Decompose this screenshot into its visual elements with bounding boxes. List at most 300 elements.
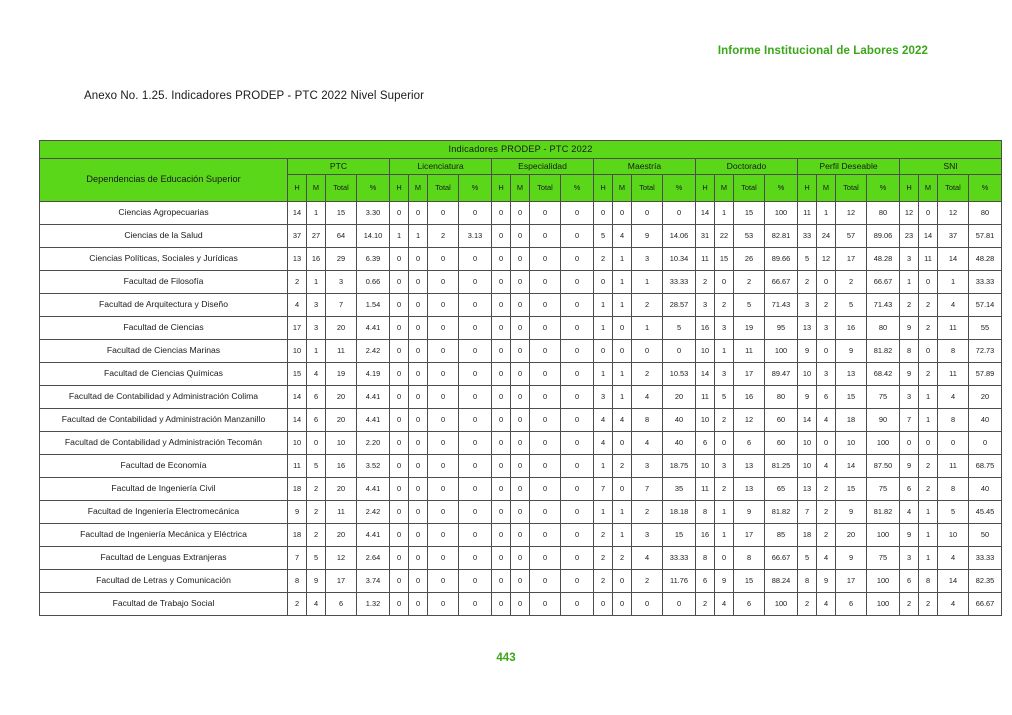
cell-value: 4 xyxy=(715,593,734,616)
cell-value: 0 xyxy=(390,409,409,432)
cell-value: 0 xyxy=(663,202,696,225)
cell-value: 0 xyxy=(492,455,511,478)
cell-value: 0 xyxy=(632,593,663,616)
cell-value: 0 xyxy=(561,363,594,386)
cell-value: 0 xyxy=(511,340,530,363)
cell-value: 88.24 xyxy=(765,570,798,593)
table-row xyxy=(40,432,1002,455)
cell-value: 0 xyxy=(511,455,530,478)
cell-value: 0 xyxy=(530,386,561,409)
cell-value: 2.20 xyxy=(357,432,390,455)
cell-value: 100 xyxy=(867,570,900,593)
cell-dependencia: Facultad de Letras y Comunicación xyxy=(40,570,288,593)
cell-value: 0 xyxy=(530,271,561,294)
cell-value: 15 xyxy=(836,386,867,409)
cell-value: 82.81 xyxy=(765,225,798,248)
table-banner-row xyxy=(40,141,1002,159)
cell-value: 1 xyxy=(613,501,632,524)
cell-value: 2 xyxy=(632,294,663,317)
cell-value: 0 xyxy=(561,455,594,478)
cell-value: 0 xyxy=(390,478,409,501)
indicators-table-container xyxy=(39,140,995,616)
cell-value: 8 xyxy=(734,547,765,570)
subheader-especialidad-h: H xyxy=(492,175,511,202)
cell-value: 4 xyxy=(632,432,663,455)
cell-value: 100 xyxy=(867,432,900,455)
cell-value: 37 xyxy=(288,225,307,248)
cell-value: 80 xyxy=(969,202,1002,225)
cell-value: 0 xyxy=(613,317,632,340)
cell-value: 0 xyxy=(390,570,409,593)
subheader-perfil-pct: % xyxy=(867,175,900,202)
cell-value: 2 xyxy=(288,593,307,616)
cell-value: 0 xyxy=(492,340,511,363)
cell-value: 4 xyxy=(938,386,969,409)
cell-dependencia: Facultad de Ingeniería Mecánica y Eléctrica xyxy=(40,524,288,547)
cell-dependencia: Facultad de Ciencias xyxy=(40,317,288,340)
subheader-especialidad-pct: % xyxy=(561,175,594,202)
cell-value: 3 xyxy=(715,363,734,386)
cell-value: 3 xyxy=(326,271,357,294)
cell-value: 0 xyxy=(511,501,530,524)
cell-value: 0 xyxy=(561,225,594,248)
cell-value: 1 xyxy=(594,294,613,317)
cell-value: 45.45 xyxy=(969,501,1002,524)
cell-value: 2 xyxy=(900,294,919,317)
cell-value: 4.41 xyxy=(357,478,390,501)
cell-value: 40 xyxy=(663,432,696,455)
cell-value: 0 xyxy=(919,432,938,455)
table-row xyxy=(40,501,1002,524)
cell-value: 2 xyxy=(594,547,613,570)
cell-value: 3 xyxy=(817,363,836,386)
cell-value: 4 xyxy=(613,409,632,432)
cell-value: 0 xyxy=(530,409,561,432)
cell-value: 0 xyxy=(390,317,409,340)
cell-value: 11 xyxy=(288,455,307,478)
cell-value: 18 xyxy=(798,524,817,547)
cell-value: 0 xyxy=(492,317,511,340)
cell-value: 1 xyxy=(594,363,613,386)
cell-value: 1 xyxy=(919,524,938,547)
cell-value: 1 xyxy=(594,501,613,524)
cell-value: 0 xyxy=(511,386,530,409)
cell-value: 5 xyxy=(307,547,326,570)
cell-value: 2 xyxy=(715,294,734,317)
cell-value: 3 xyxy=(632,248,663,271)
cell-value: 2 xyxy=(613,547,632,570)
cell-value: 0 xyxy=(409,363,428,386)
cell-value: 10 xyxy=(938,524,969,547)
cell-value: 17 xyxy=(836,248,867,271)
cell-value: 4 xyxy=(307,363,326,386)
group-header-licenciatura: Licenciatura xyxy=(390,159,492,175)
cell-value: 28.57 xyxy=(663,294,696,317)
cell-value: 0 xyxy=(492,363,511,386)
cell-value: 48.28 xyxy=(969,248,1002,271)
cell-value: 12 xyxy=(734,409,765,432)
cell-dependencia: Facultad de Contabilidad y Administración Colima xyxy=(40,386,288,409)
cell-value: 0 xyxy=(530,432,561,455)
cell-value: 16 xyxy=(307,248,326,271)
cell-value: 5 xyxy=(594,225,613,248)
cell-value: 0 xyxy=(390,248,409,271)
cell-value: 0 xyxy=(511,363,530,386)
cell-value: 8 xyxy=(919,570,938,593)
cell-value: 75 xyxy=(867,547,900,570)
cell-value: 1 xyxy=(594,317,613,340)
cell-value: 12 xyxy=(900,202,919,225)
cell-value: 4.41 xyxy=(357,409,390,432)
cell-value: 5 xyxy=(734,294,765,317)
cell-value: 10 xyxy=(836,432,867,455)
cell-value: 15 xyxy=(288,363,307,386)
group-header-ptc: PTC xyxy=(288,159,390,175)
cell-value: 2 xyxy=(594,248,613,271)
cell-value: 0 xyxy=(409,593,428,616)
cell-value: 0 xyxy=(511,225,530,248)
cell-value: 40 xyxy=(969,478,1002,501)
cell-value: 0 xyxy=(428,593,459,616)
cell-value: 6 xyxy=(307,386,326,409)
cell-value: 7 xyxy=(632,478,663,501)
cell-value: 0 xyxy=(459,478,492,501)
table-row xyxy=(40,524,1002,547)
cell-value: 12 xyxy=(938,202,969,225)
subheader-maestria-m: M xyxy=(613,175,632,202)
cell-value: 2 xyxy=(919,478,938,501)
cell-value: 26 xyxy=(734,248,765,271)
cell-value: 0 xyxy=(530,202,561,225)
cell-value: 10 xyxy=(288,340,307,363)
cell-value: 0 xyxy=(511,593,530,616)
subheader-especialidad-m: M xyxy=(511,175,530,202)
cell-value: 0 xyxy=(530,363,561,386)
cell-value: 13 xyxy=(798,478,817,501)
cell-value: 0 xyxy=(613,593,632,616)
table-row xyxy=(40,340,1002,363)
cell-value: 2 xyxy=(632,570,663,593)
cell-value: 0 xyxy=(428,501,459,524)
cell-value: 2 xyxy=(696,271,715,294)
cell-value: 14 xyxy=(919,225,938,248)
cell-value: 0 xyxy=(530,317,561,340)
cell-value: 1 xyxy=(613,271,632,294)
cell-value: 0 xyxy=(428,202,459,225)
cell-value: 35 xyxy=(663,478,696,501)
cell-value: 40 xyxy=(969,409,1002,432)
cell-value: 0 xyxy=(428,340,459,363)
cell-value: 0 xyxy=(428,248,459,271)
cell-value: 10 xyxy=(696,455,715,478)
cell-value: 0 xyxy=(409,317,428,340)
cell-value: 0 xyxy=(409,409,428,432)
cell-value: 40 xyxy=(663,409,696,432)
cell-value: 16 xyxy=(326,455,357,478)
cell-value: 16 xyxy=(734,386,765,409)
cell-value: 0 xyxy=(492,271,511,294)
cell-value: 13 xyxy=(734,478,765,501)
cell-value: 0 xyxy=(409,524,428,547)
cell-value: 9 xyxy=(798,386,817,409)
cell-value: 3 xyxy=(900,386,919,409)
cell-value: 0 xyxy=(530,501,561,524)
cell-value: 2 xyxy=(428,225,459,248)
cell-value: 10.53 xyxy=(663,363,696,386)
cell-value: 9 xyxy=(798,340,817,363)
cell-value: 0 xyxy=(530,478,561,501)
cell-value: 4.41 xyxy=(357,524,390,547)
cell-value: 4 xyxy=(817,455,836,478)
group-header-doctorado: Doctorado xyxy=(696,159,798,175)
cell-value: 0 xyxy=(459,386,492,409)
cell-value: 0 xyxy=(561,202,594,225)
table-row xyxy=(40,593,1002,616)
cell-value: 6 xyxy=(696,432,715,455)
cell-value: 15 xyxy=(734,202,765,225)
cell-value: 33.33 xyxy=(969,547,1002,570)
cell-value: 0 xyxy=(613,478,632,501)
subheader-doctorado-pct: % xyxy=(765,175,798,202)
cell-value: 20 xyxy=(969,386,1002,409)
cell-value: 1.32 xyxy=(357,593,390,616)
cell-value: 0 xyxy=(428,432,459,455)
cell-value: 100 xyxy=(765,202,798,225)
cell-value: 6 xyxy=(307,409,326,432)
subheader-especialidad-total: Total xyxy=(530,175,561,202)
cell-value: 1 xyxy=(390,225,409,248)
page-title: Anexo No. 1.25. Indicadores PRODEP - PTC 2022 Nivel Superior xyxy=(84,90,425,102)
cell-value: 0 xyxy=(459,248,492,271)
cell-value: 0 xyxy=(900,432,919,455)
cell-value: 55 xyxy=(969,317,1002,340)
subheader-maestria-pct: % xyxy=(663,175,696,202)
cell-value: 6.39 xyxy=(357,248,390,271)
cell-value: 2.42 xyxy=(357,501,390,524)
cell-value: 11 xyxy=(798,202,817,225)
cell-value: 8 xyxy=(900,340,919,363)
cell-value: 0 xyxy=(561,593,594,616)
cell-value: 18 xyxy=(288,524,307,547)
cell-value: 6 xyxy=(836,593,867,616)
cell-value: 0 xyxy=(459,455,492,478)
cell-value: 0 xyxy=(561,409,594,432)
cell-dependencia: Facultad de Trabajo Social xyxy=(40,593,288,616)
cell-value: 9 xyxy=(715,570,734,593)
cell-dependencia: Ciencias Agropecuarias xyxy=(40,202,288,225)
cell-value: 0 xyxy=(492,593,511,616)
cell-value: 71.43 xyxy=(765,294,798,317)
subheader-licenciatura-h: H xyxy=(390,175,409,202)
cell-value: 4 xyxy=(613,225,632,248)
cell-value: 20 xyxy=(836,524,867,547)
cell-value: 9 xyxy=(836,547,867,570)
cell-value: 0 xyxy=(715,271,734,294)
cell-value: 3 xyxy=(307,317,326,340)
cell-value: 7 xyxy=(798,501,817,524)
cell-value: 18 xyxy=(836,409,867,432)
cell-value: 0 xyxy=(428,570,459,593)
cell-value: 24 xyxy=(817,225,836,248)
cell-value: 1 xyxy=(307,340,326,363)
cell-value: 11 xyxy=(326,501,357,524)
cell-value: 2 xyxy=(817,501,836,524)
cell-value: 0 xyxy=(459,294,492,317)
cell-value: 0 xyxy=(561,478,594,501)
cell-value: 4 xyxy=(900,501,919,524)
cell-value: 87.50 xyxy=(867,455,900,478)
cell-value: 14 xyxy=(696,202,715,225)
subheader-licenciatura-total: Total xyxy=(428,175,459,202)
cell-value: 5 xyxy=(798,547,817,570)
cell-value: 0 xyxy=(663,593,696,616)
cell-value: 14 xyxy=(696,363,715,386)
cell-value: 81.82 xyxy=(765,501,798,524)
cell-dependencia: Ciencias de la Salud xyxy=(40,225,288,248)
cell-value: 0 xyxy=(459,317,492,340)
cell-value: 4 xyxy=(632,547,663,570)
cell-value: 0 xyxy=(459,340,492,363)
cell-value: 9 xyxy=(900,524,919,547)
cell-value: 6 xyxy=(900,478,919,501)
cell-value: 65 xyxy=(765,478,798,501)
subheader-sni-m: M xyxy=(919,175,938,202)
cell-value: 0 xyxy=(511,432,530,455)
cell-value: 4 xyxy=(632,386,663,409)
cell-value: 20 xyxy=(326,478,357,501)
subheader-perfil-h: H xyxy=(798,175,817,202)
cell-value: 90 xyxy=(867,409,900,432)
cell-value: 15 xyxy=(836,478,867,501)
cell-value: 17 xyxy=(836,570,867,593)
cell-value: 14.10 xyxy=(357,225,390,248)
cell-value: 13 xyxy=(734,455,765,478)
cell-value: 85 xyxy=(765,524,798,547)
cell-value: 14 xyxy=(938,570,969,593)
table-head xyxy=(40,141,1002,202)
cell-value: 14 xyxy=(938,248,969,271)
cell-value: 0 xyxy=(613,570,632,593)
cell-value: 80 xyxy=(867,202,900,225)
cell-value: 68.75 xyxy=(969,455,1002,478)
cell-value: 3 xyxy=(632,455,663,478)
cell-value: 0 xyxy=(390,271,409,294)
cell-value: 15 xyxy=(734,570,765,593)
cell-value: 1 xyxy=(938,271,969,294)
cell-value: 0 xyxy=(492,248,511,271)
cell-value: 0 xyxy=(511,271,530,294)
group-header-maestria: Maestría xyxy=(594,159,696,175)
cell-value: 57 xyxy=(836,225,867,248)
cell-value: 4.19 xyxy=(357,363,390,386)
report-header-title: Informe Institucional de Labores 2022 xyxy=(717,45,928,57)
cell-value: 3 xyxy=(900,248,919,271)
cell-value: 0 xyxy=(492,501,511,524)
cell-value: 5 xyxy=(836,294,867,317)
cell-value: 0 xyxy=(390,501,409,524)
cell-value: 8 xyxy=(938,409,969,432)
cell-value: 3 xyxy=(817,317,836,340)
cell-value: 23 xyxy=(900,225,919,248)
cell-value: 0 xyxy=(561,271,594,294)
subheader-licenciatura-pct: % xyxy=(459,175,492,202)
cell-value: 8 xyxy=(938,340,969,363)
cell-value: 0 xyxy=(459,501,492,524)
cell-value: 0 xyxy=(409,432,428,455)
cell-value: 7 xyxy=(326,294,357,317)
cell-value: 2 xyxy=(734,271,765,294)
cell-value: 0 xyxy=(561,570,594,593)
cell-value: 2 xyxy=(307,524,326,547)
cell-value: 0 xyxy=(938,432,969,455)
cell-value: 0 xyxy=(919,340,938,363)
cell-value: 0 xyxy=(530,547,561,570)
cell-value: 11 xyxy=(938,455,969,478)
cell-value: 0 xyxy=(428,478,459,501)
cell-value: 14 xyxy=(798,409,817,432)
cell-value: 0 xyxy=(459,271,492,294)
table-row xyxy=(40,455,1002,478)
cell-value: 1 xyxy=(715,202,734,225)
table-row xyxy=(40,570,1002,593)
cell-value: 0 xyxy=(530,455,561,478)
cell-dependencia: Ciencias Políticas, Sociales y Jurídicas xyxy=(40,248,288,271)
cell-value: 16 xyxy=(836,317,867,340)
cell-value: 0 xyxy=(817,340,836,363)
cell-value: 0 xyxy=(594,593,613,616)
cell-value: 0 xyxy=(390,202,409,225)
cell-value: 2 xyxy=(307,478,326,501)
cell-value: 0 xyxy=(561,294,594,317)
cell-value: 1 xyxy=(613,294,632,317)
cell-value: 31 xyxy=(696,225,715,248)
cell-value: 0 xyxy=(530,570,561,593)
cell-value: 20 xyxy=(326,317,357,340)
cell-value: 0 xyxy=(511,409,530,432)
cell-value: 6 xyxy=(696,570,715,593)
subheader-doctorado-m: M xyxy=(715,175,734,202)
cell-value: 89.47 xyxy=(765,363,798,386)
cell-value: 12 xyxy=(836,202,867,225)
cell-value: 3.74 xyxy=(357,570,390,593)
cell-value: 13 xyxy=(836,363,867,386)
cell-value: 0 xyxy=(390,294,409,317)
cell-value: 0 xyxy=(492,294,511,317)
cell-value: 7 xyxy=(900,409,919,432)
cell-value: 0 xyxy=(409,455,428,478)
cell-value: 3 xyxy=(307,294,326,317)
cell-value: 18.18 xyxy=(663,501,696,524)
subheader-ptc-m: M xyxy=(307,175,326,202)
cell-value: 81.82 xyxy=(867,340,900,363)
cell-value: 0 xyxy=(530,294,561,317)
cell-value: 0 xyxy=(390,432,409,455)
cell-value: 60 xyxy=(765,432,798,455)
cell-value: 16 xyxy=(696,524,715,547)
subheader-sni-pct: % xyxy=(969,175,1002,202)
cell-value: 2 xyxy=(696,593,715,616)
cell-value: 0 xyxy=(390,455,409,478)
cell-value: 17 xyxy=(734,363,765,386)
cell-value: 0 xyxy=(428,386,459,409)
cell-value: 6 xyxy=(326,593,357,616)
cell-value: 0 xyxy=(428,455,459,478)
cell-value: 0 xyxy=(428,409,459,432)
cell-value: 4 xyxy=(288,294,307,317)
table-row xyxy=(40,317,1002,340)
cell-value: 33.33 xyxy=(663,547,696,570)
cell-value: 11 xyxy=(696,386,715,409)
